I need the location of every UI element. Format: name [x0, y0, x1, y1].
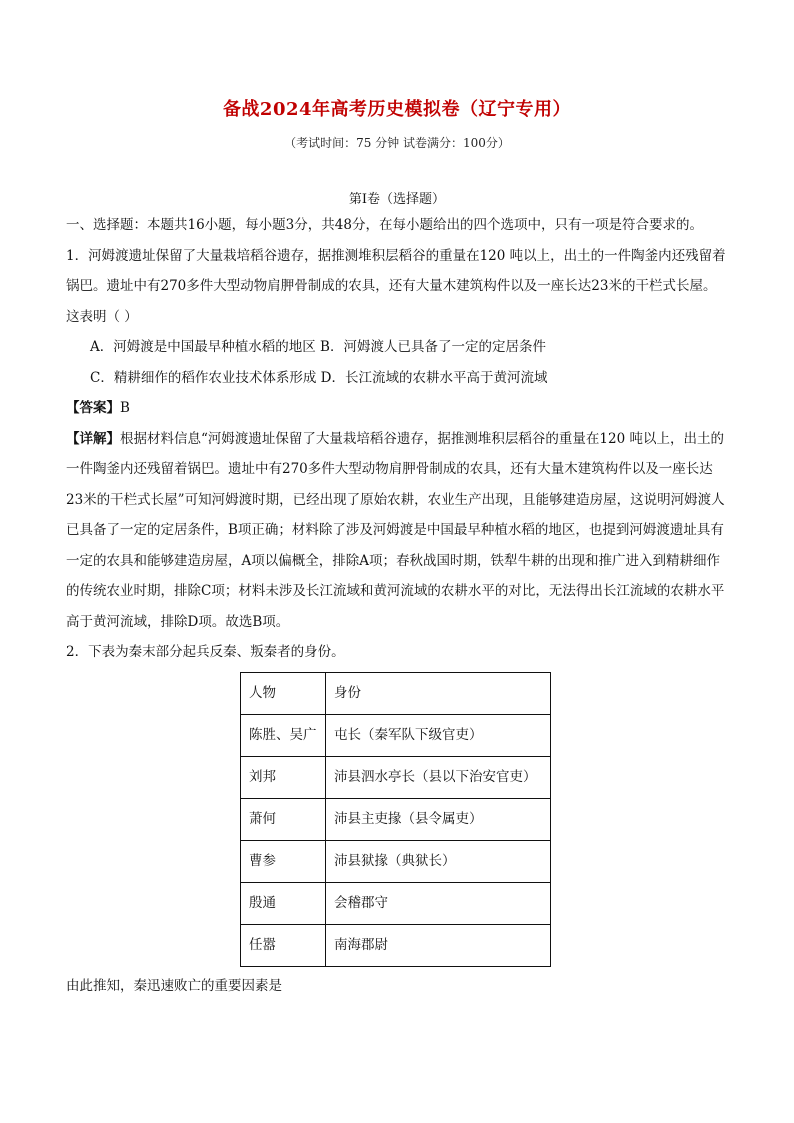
exam-body: [66, 210, 728, 1001]
table-cell: 沛县主吏掾（县令属吏）: [326, 798, 551, 840]
answer-label: 【答案】: [66, 400, 120, 416]
question-2-followup: 由此推知，秦迅速败亡的重要因素是: [66, 977, 282, 994]
table-cell: 刘邦: [241, 756, 326, 798]
question-1-options-cd: C．精耕细作的稻作农业技术体系形成 D．长江流域的农耕水平高于黄河流域: [90, 369, 548, 386]
table-row: [241, 756, 551, 798]
section-title: 第I卷（选择题）: [348, 192, 446, 207]
table-row: [241, 840, 551, 882]
table-cell: 沛县泗水亭长（县以下治安官吏）: [326, 756, 551, 798]
section-instructions: 一、选择题：本题共16小题，每小题3分，共48分，在每小题给出的四个选项中，只有一项是符合要求的。: [66, 217, 703, 233]
table-cell: 萧何: [241, 798, 326, 840]
question-1-detail: [66, 424, 728, 638]
table-cell: 殷通: [241, 882, 326, 924]
table-cell: 曹参: [241, 840, 326, 882]
table-cell: 会稽郡守: [326, 882, 551, 924]
table-cell: 屯长（秦军队下级官吏）: [326, 714, 551, 756]
table-row: [241, 714, 551, 756]
exam-title: 备战2024年高考历史模拟卷（辽宁专用）: [222, 99, 572, 120]
question-1-answer: [66, 393, 728, 424]
table-cell: 沛县狱掾（典狱长）: [326, 840, 551, 882]
table-header-cell: 人物: [241, 672, 326, 714]
question-2-stem: 2．下表为秦末部分起兵反秦、叛秦者的身份。: [66, 644, 345, 660]
identity-table: [240, 672, 551, 967]
detail-label: 【详解】: [66, 430, 120, 447]
question-1-options-ab: A．河姆渡是中国最早种植水稻的地区 B．河姆渡人已具备了一定的定居条件: [90, 339, 546, 355]
table-cell: 陈胜、吴广: [241, 714, 326, 756]
table-row: [241, 924, 551, 966]
table-header-row: [241, 672, 551, 714]
table-row: [241, 798, 551, 840]
answer-value: B: [120, 400, 130, 416]
table-cell: 南海郡尉: [326, 924, 551, 966]
table-header-cell: 身份: [326, 672, 551, 714]
exam-subtitle: （考试时间：75 分钟 试卷满分：100分）: [284, 136, 510, 150]
detail-text: 根据材料信息“河姆渡遗址保留了大量栽培稻谷遗存，据推测堆积层稻谷的重量在120 吨以上，出土的一件陶釜内还残留着锅巴。遗址中有270多件大型动物肩胛骨制成的农具，还有大量木建筑构件以及一座长达23米的干栏式长屋”可知河姆渡时期，已经出现了原始农耕，农业生产出现，且能够建造房屋，这说明河姆渡人已具备了一定的定居条件，B项正确；材料除了涉及河姆渡是中国最早种植水稻的地区，也提到河姆渡遗址具有一定的农具和能够建造房屋，A项以偏概全，排除A项；春秋战国时期，铁犁牛耕的出现和推广进入到精耕细作的传统农业时期，排除C项；材料未涉及长江流域和黄河流域的农耕水平的对比，无法得出长江流域的农耕水平高于黄河流域，排除D项。故选B项。: [66, 430, 725, 630]
question-1-stem: 1．河姆渡遗址保留了大量栽培稻谷遗存，据推测堆积层稻谷的重量在120 吨以上，出土的一件陶釜内还残留着锅巴。遗址中有270多件大型动物肩胛骨制成的农具，还有大量木建筑构件以及一座长达23米的干栏式长屋。这表明（ ）: [66, 247, 726, 325]
table-row: [241, 882, 551, 924]
table-cell: 任嚣: [241, 924, 326, 966]
